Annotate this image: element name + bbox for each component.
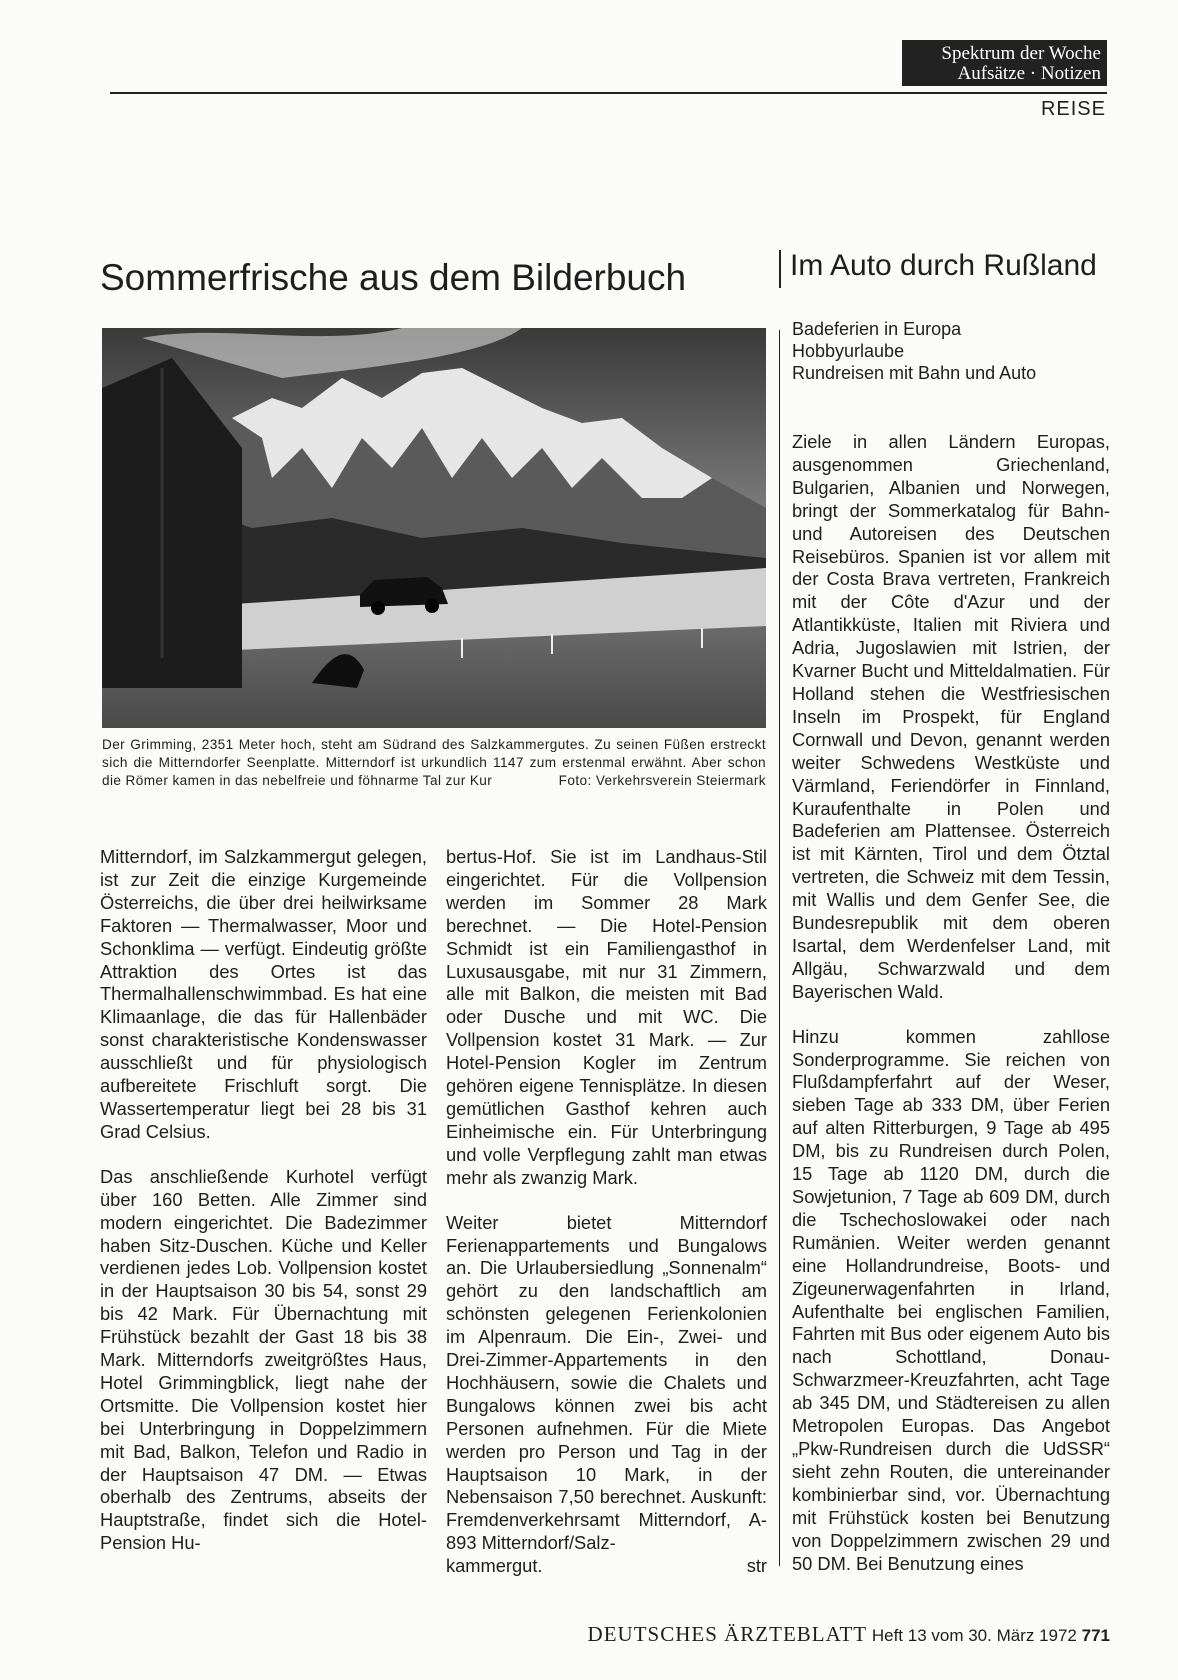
paragraph: Hinzu kommen zahllose Sonderprogramme. Sie reichen von Flußdampferfahrt auf der Weser, sieben Tage ab 333 DM, über Ferien auf alten Ritterburgen, 9 Tage ab 495 DM, bis zu Rundreisen durch Polen, 15 Tage ab 1120 DM, durch die Sowjetunion, 7 Tage ab 609 DM, durch die Tschechoslowakei oder nach Rumänien. Weiter werden genannt eine Hollandrundreise, Boots- und Zigeunerwagenfahrten in Irland, Aufenthalte bei englischen Familien, Fahrten mit Bus oder eigenem Auto bis nach Schottland, Donau-Schwarzmeer-Kreuzfahrten, acht Tage ab 345 DM, und Städtereisen zu allen Metropolen Europas. Das Angebot „Pkw-Rundreisen durch die UdSSR“ sieht zehn Routen, die untereinander kombinierbar sind, vor. Übernachtung mit Frühstück kosten bei Benutzung von Doppelzimmern zwischen 29 und 50 DM. Bei Benutzung eines [792,1025,1110,1574]
issue-info: Heft 13 vom 30. März 1972 [871,1626,1077,1645]
top-rule [110,92,1107,94]
column-divider-top [779,250,781,288]
section-label: REISE [1040,98,1106,120]
page-number: 771 [1081,1626,1110,1645]
author-signature: str [746,1555,767,1577]
side-article-title: Im Auto durch Rußland [790,249,1097,282]
paragraph: Ziele in allen Ländern Europas, ausgenommen Griechenland, Bulgarien, Albanien und Norwegen, bringt der Sommerkatalog für Bahn- und Autoreisen des Deutschen Reisebüros. Spanien ist vor allem mit der Costa Brava vertreten, Frankreich mit der Côte d'Azur und der Atlantikküste, Italien mit Riviera und Adria, Jugoslawien mit Istrien, der Kvarner Bucht und Mitteldalmatien. Für Holland stehen die Westfriesischen Inseln im Prospekt, für England Cornwall und Devon, genannt werden weiter Schwedens Westküste und Värmland, Feriendörfer in Finnland, Kuraufenthalte in Polen und Badeferien am Plattensee. Österreich ist mit Kärnten, Tirol und dem Ötztal vertreten, die Schweiz mit dem Tessin, mit Wallis und dem Genfer See, die Bundesrepublik mit dem oberen Isartal, dem Werdenfelser Land, mit Allgäu, Schwarzwald und dem Bayerischen Wald. [792,431,1110,1002]
subhead: Hobbyurlaube [792,341,905,361]
article-title: Sommerfrische aus dem Bilderbuch [100,257,687,298]
article-column-1 [100,846,427,1555]
caption-text: Der Grimming, 2351 Meter hoch, steht am Südrand des Salzkammergutes. Zu seinen Füßen erstreckt sich die Mitterndorfer Seenplatte. Mitterndorf ist urkundlich 1147 zum erstenmal erwähnt. Aber schon die Römer kamen in das nebelfreie und föhnarme Tal zur Kur [102,737,766,788]
side-article-subheads [792,318,1036,384]
side-article-column [792,431,1110,1575]
paragraph-last-words: kammergut. [446,1555,543,1577]
page-footer [500,1622,1110,1647]
grimming-mountain-photo [102,328,766,728]
paragraph: bertus-Hof. Sie ist im Landhaus-Stil eingerichtet. Für die Vollpension werden im Sommer 28 Mark berechnet. — Die Hotel-Pension Schmidt ist ein Familiengasthof in Luxusausgabe, mit nur 31 Zimmern, alle mit Balkon, die meisten mit Bad oder Dusche und mit WC. Die Vollpension kostet 31 Mark. — Zur Hotel-Pension Kogler im Zentrum gehören eigene Tennisplätze. In diesen gemütlichen Gasthof kehren auch Einheimische ein. Für Unterbringung und volle Verpflegung zahlt man etwas mehr als zwanzig Mark. [446,846,767,1188]
photo-credit: Foto: Verkehrsverein Steiermark [558,773,766,788]
paragraph: Mitterndorf, im Salzkammergut gelegen, ist zur Zeit die einzige Kurgemeinde Österreichs, die über drei heilwirksame Faktoren — Thermalwasser, Moor und Schonklima — verfügt. Eindeutig größte Attraktion des Ortes ist das Thermalhallenschwimmbad. Es hat eine Klimaanlage, die das für Hallenbäder sonst charakteristische Kondenswasser ausschließt und für physiologisch aufbereitete Frischluft sorgt. Die Wassertemperatur liegt bei 28 bis 31 Grad Celsius. [100,846,427,1142]
journal-name: DEUTSCHES ÄRZTEBLATT [587,1622,868,1646]
paragraph: Weiter bietet Mitterndorf Ferienappartements und Bungalows an. Die Urlaubersiedlung „Sonnenalm“ gehört zu den landschaftlich am schönsten gelegenen Ferienkolonien im Alpenraum. Die Ein-, Zwei- und Drei-Zimmer-Appartements in den Hochhäusern, sowie die Chalets und Bungalows können zwei bis acht Personen aufnehmen. Für die Miete werden pro Person und Tag in der Hauptsaison 10 Mark, in der Nebensaison 7,50 berechnet. Auskunft: Fremdenverkehrsamt Mitterndorf, A-893 Mitterndorf/Salz- [446,1211,767,1554]
paragraph: Das anschließende Kurhotel verfügt über 160 Betten. Alle Zimmer sind modern eingerichtet. Die Badezimmer haben Sitz-Duschen. Küche und Keller verdienen jedes Lob. Vollpension kostet in der Hauptsaison 30 bis 54, sonst 29 bis 42 Mark. Für Übernachtung mit Frühstück bezahlt der Gast 18 bis 38 Mark. Mitterndorfs zweitgrößtes Haus, Hotel Grimmingblick, liegt nahe der Ortsmitte. Die Vollpension kostet hier bei Unterbringung in Doppelzimmern mit Bad, Balkon, Telefon und Radio in der Hauptsaison 47 DM. — Etwas oberhalb des Zentrums, abseits der Hauptstraße, findet sich die Hotel-Pension Hu- [100,1165,427,1554]
photo-caption [102,736,766,790]
masthead-title: Spektrum der Woche [941,43,1101,64]
masthead-subtitle: Aufsätze · Notizen [957,63,1101,84]
article-column-2 [446,846,767,1578]
subhead: Badeferien in Europa [792,319,962,339]
masthead-box [902,40,1107,86]
subhead: Rundreisen mit Bahn und Auto [792,363,1037,383]
column-divider [779,330,780,1566]
paragraph-end-line [446,1555,767,1578]
